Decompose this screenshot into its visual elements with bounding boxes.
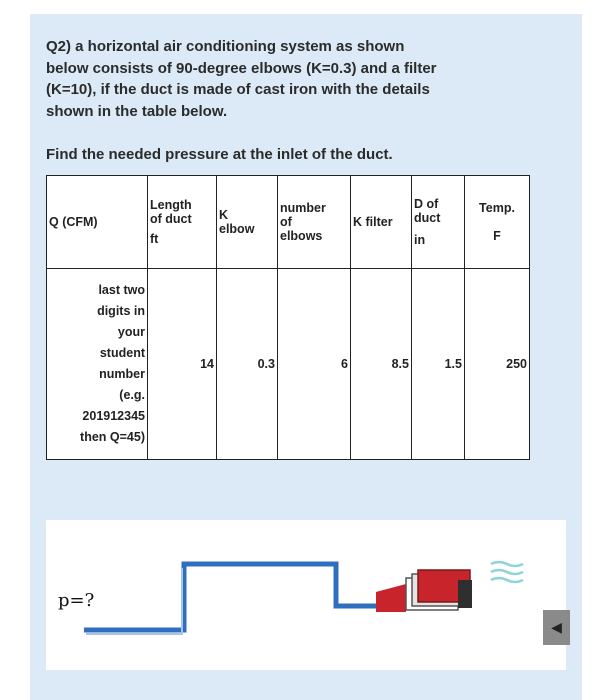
airflow-icon [491,562,523,582]
question-line: shown in the table below. [46,102,228,120]
cell-number-elbows: 6 [278,269,351,460]
data-table [46,175,530,460]
duct-line [84,564,376,630]
duct-diagram [46,520,566,670]
cell-k-elbow: 0.3 [217,269,278,460]
cell-length: 14 [148,269,217,460]
question-line: (K=10), if the duct is made of cast iron with the details [46,81,430,98]
header-k-elbow: K elbow [217,176,278,269]
header-k-filter: K filter [351,176,412,269]
table-header-row [47,176,530,269]
header-length: Length of duct ft [148,176,217,269]
header-d-duct: D of duct in [412,176,465,269]
duct-diagram-svg [46,520,566,670]
header-temp: Temp. F [465,176,530,269]
question-text [46,36,566,122]
subquestion-text: Find the needed pressure at the inlet of the duct. [46,146,393,163]
header-number-elbows: number of elbows [278,176,351,269]
row-label: last two digits in your student number (e.g. 201912345 then Q=45) [47,269,148,460]
table-row [47,269,530,460]
chevron-left-icon[interactable]: ◀ [543,610,570,645]
pressure-label: p=? [58,590,95,611]
question-line: below consists of 90-degree elbows (K=0.3) and a filter [46,59,437,77]
filter-icon [376,570,472,612]
header-q-cfm: Q (CFM) [47,176,148,269]
cell-d-duct: 1.5 [412,269,465,460]
duct-shadow [86,568,182,634]
cell-k-filter: 8.5 [351,269,412,460]
question-line: Q2) a horizontal air conditioning system as shown [46,38,405,55]
cell-temp: 250 [465,269,530,460]
